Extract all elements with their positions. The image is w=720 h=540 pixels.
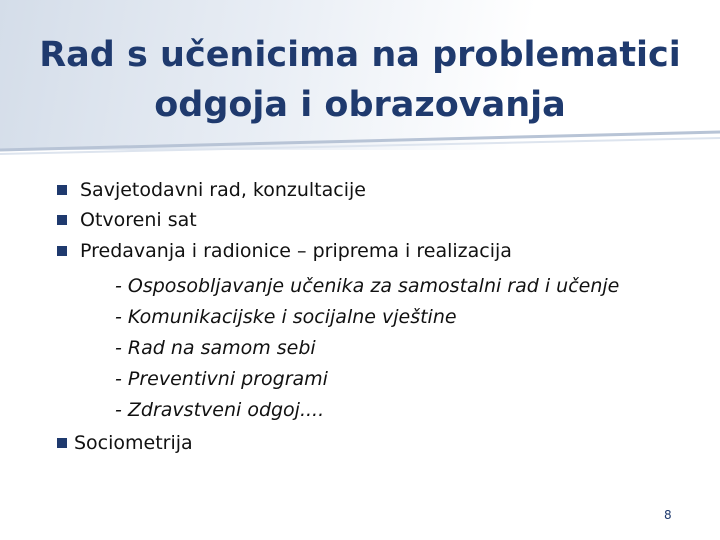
bullet-item: Predavanja i radionice – priprema i realizacija <box>80 240 512 262</box>
bullet-item: Otvoreni sat <box>80 209 197 231</box>
sub-item: - Osposobljavanje učenika za samostalni rad i učenje <box>115 275 620 297</box>
square-bullet-icon <box>57 246 67 256</box>
square-bullet-icon <box>57 215 67 225</box>
sub-item: - Preventivni programi <box>115 368 328 390</box>
title-line-1: Rad s učenicima na problematici <box>39 35 681 75</box>
bullet-item: Sociometrija <box>74 432 193 454</box>
square-bullet-icon <box>57 438 67 448</box>
title-line-2: odgoja i obrazovanja <box>154 85 566 125</box>
page-number: 8 <box>664 508 672 522</box>
sub-item: - Komunikacijske i socijalne vještine <box>115 306 457 328</box>
bullet-item: Savjetodavni rad, konzultacije <box>80 179 366 201</box>
sub-item: - Zdravstveni odgoj.... <box>115 399 325 421</box>
sub-item: - Rad na samom sebi <box>115 337 316 359</box>
square-bullet-icon <box>57 185 67 195</box>
